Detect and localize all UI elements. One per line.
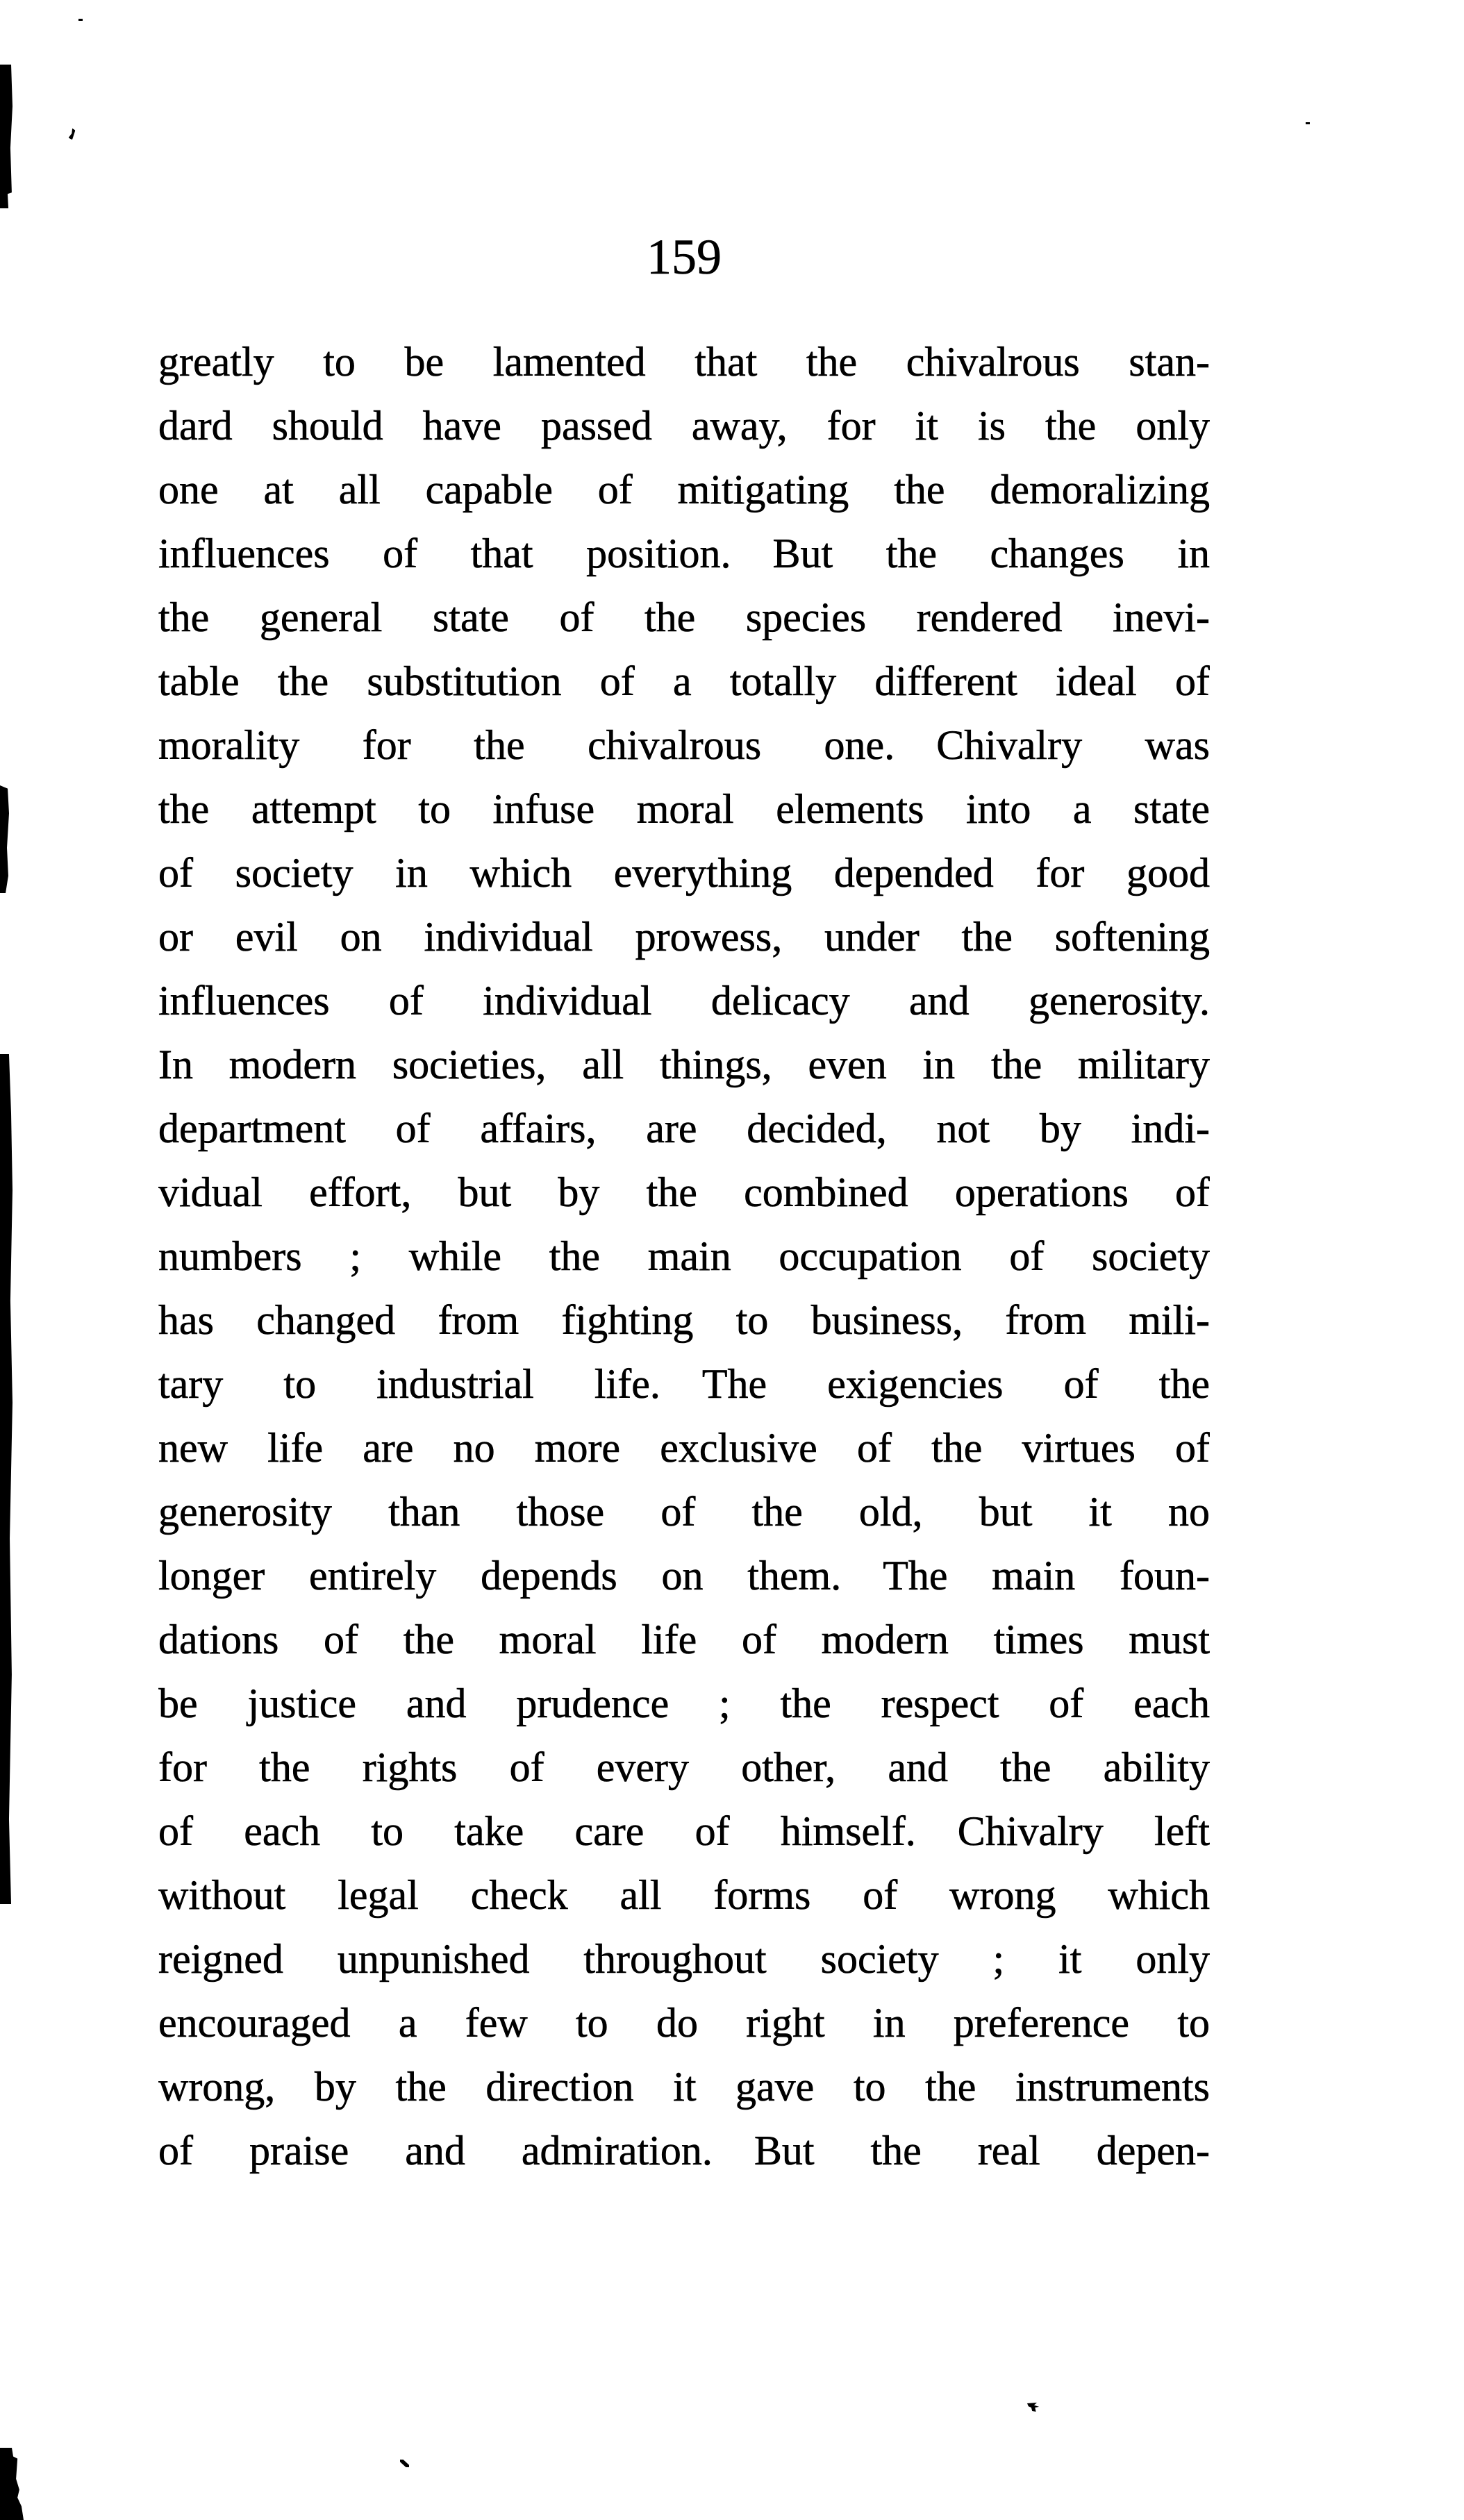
text-line: vidual effort, but by the combined operations of <box>158 1169 1210 1215</box>
text-line: of society in which everything depended for good <box>158 850 1210 896</box>
scan-speck-flag <box>1027 2403 1040 2412</box>
text-line: the general state of the species rendered inevi- <box>158 594 1210 640</box>
text-line: numbers ; while the main occupation of society <box>158 1233 1210 1279</box>
scan-binding-mark-top <box>0 65 13 208</box>
text-line: table the substitution of a totally different ideal of <box>158 658 1210 704</box>
text-line: In modern societies, all things, even in the military <box>158 1042 1210 1087</box>
text-line: influences of individual delicacy and generosity. <box>158 978 1210 1024</box>
text-line: wrong, by the direction it gave to the instruments <box>158 2064 1210 2110</box>
text-line: reigned unpunished throughout society ; it only <box>158 1936 1210 1982</box>
text-line: dard should have passed away, for it is the only <box>158 403 1210 449</box>
scan-binding-mark-bottom <box>0 2448 24 2520</box>
text-line: influences of that position. But the changes in <box>158 531 1210 576</box>
text-line: be justice and prudence ; the respect of each <box>158 1680 1210 1726</box>
text-line: dations of the moral life of modern times must <box>158 1617 1210 1662</box>
text-line: or evil on individual prowess, under the softening <box>158 914 1210 960</box>
text-line: morality for the chivalrous one. Chivalry was <box>158 722 1210 768</box>
text-line: new life are no more exclusive of the virtues of <box>158 1425 1210 1471</box>
text-line: for the rights of every other, and the ability <box>158 1744 1210 1790</box>
text-line: has changed from fighting to business, from mili- <box>158 1297 1210 1343</box>
text-line: one at all capable of mitigating the demoralizing <box>158 467 1210 512</box>
text-line: tary to industrial life. The exigencies of the <box>158 1361 1210 1407</box>
text-line: greatly to be lamented that the chivalrous stan- <box>158 339 1210 385</box>
text-line: department of affairs, are decided, not by indi- <box>158 1105 1210 1151</box>
scan-speck-diagonal <box>400 2460 409 2467</box>
scan-binding-mark-middle <box>0 785 9 893</box>
scan-speck-apostrophe <box>68 128 76 140</box>
text-line: of praise and admiration. But the real depen- <box>158 2128 1210 2173</box>
text-line: encouraged a few to do right in preference to <box>158 2000 1210 2046</box>
scan-speck-dash-top-right <box>1306 122 1310 124</box>
scan-speck-dash-top <box>78 19 83 21</box>
text-line: longer entirely depends on them. The main foun- <box>158 1553 1210 1599</box>
body-text <box>158 330 1210 2183</box>
text-line: generosity than those of the old, but it no <box>158 1489 1210 1535</box>
text-line: without legal check all forms of wrong which <box>158 1872 1210 1918</box>
page-number: 159 <box>647 229 722 285</box>
scan-binding-mark-long <box>0 1054 13 1904</box>
text-line: of each to take care of himself. Chivalry left <box>158 1808 1210 1854</box>
text-line: the attempt to infuse moral elements into a state <box>158 786 1210 832</box>
